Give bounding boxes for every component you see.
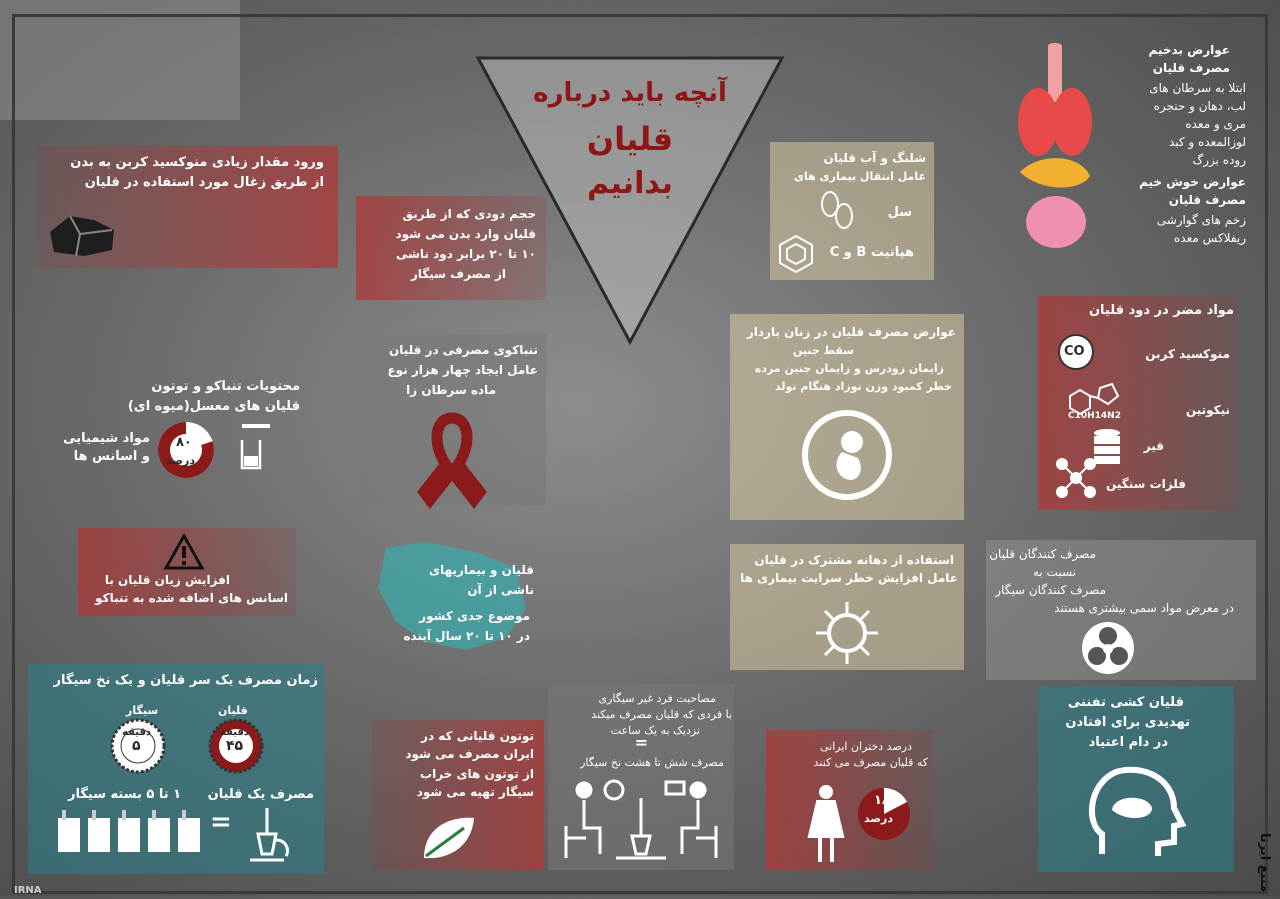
flavor-harm-line-1: افزایش زیان قلیان با (104, 573, 230, 587)
time-card-title: زمان مصرف یک سر قلیان و یک نخ سیگار (53, 673, 318, 688)
users-line-2: نسبت به (1032, 565, 1076, 579)
tobacco-source-line-4: سیگار تهیه می شود (416, 785, 534, 799)
eighty-pct-value: ۸۰ (176, 435, 192, 450)
smoke-volume-line-3: ۱۰ تا ۲۰ برابر دود ناشی (395, 247, 536, 261)
tobacco-contents-line-1: محتویات تنباکو و توتون (151, 379, 300, 394)
malignant-heading-2: مصرف قلیان (1152, 61, 1230, 75)
co-symbol: CO (1064, 344, 1085, 359)
title-line-1: آنچه باید درباره (533, 78, 727, 108)
cancer-ribbon-icon (422, 412, 482, 502)
passive-line-4: مصرف شش تا هشت نخ سیگار (580, 756, 724, 769)
tobacco-cancer-line-1: تنباکوی مصرفی در قلیان (388, 343, 538, 357)
title-line-2: قلیان (586, 120, 674, 158)
virus-icon (812, 598, 882, 668)
users-line-1: مصرف کنندگان قلیان (989, 547, 1096, 561)
eighty-pct-unit: درصد (166, 454, 195, 467)
pregnant-line-4: خطر کمبود وزن نوزاد هنگام تولد (775, 380, 952, 393)
tobacco-cancer-line-2: عامل ایجاد چهار هزار نوع (387, 363, 538, 377)
hepatitis-label: هپاتیت B و C (829, 245, 914, 260)
beaker-icon (236, 424, 276, 474)
source-credit: منبع ایرنا (1257, 832, 1272, 892)
smoke-volume-line-4: از مصرف سیگار (410, 267, 506, 281)
co-entry-line-1: ورود مقدار زیادی منوکسید کربن به بدن (70, 155, 324, 170)
flavor-harm-line-2: اسانس های اضافه شده به تنباکو (95, 591, 288, 605)
co-entry-line-2: از طریق زغال مورد استفاده در قلیان (84, 175, 324, 190)
hookah-icon (242, 804, 292, 864)
cigarette-packs-icon (58, 810, 208, 858)
tobacco-source-card (372, 720, 544, 870)
hookah-label: قلیان (218, 704, 248, 717)
harmful-card (1038, 296, 1238, 510)
malignant-line-4: لوزالمعده و کبد (1168, 135, 1246, 149)
digestive-organs-icon (1010, 42, 1100, 252)
smoke-volume-card (356, 196, 546, 300)
metals-label: فلزات سنگین (1106, 477, 1186, 491)
cig-minute-label: دقیقه (122, 727, 152, 738)
nicotine-label: نیکوتین (1185, 403, 1230, 417)
flavor-harm-card (78, 528, 296, 616)
pregnant-line-1: عوارض مصرف قلیان در زنان باردار (746, 325, 956, 339)
harmful-title: مواد مضر در دود قلیان (1088, 303, 1234, 318)
tobacco-source-line-3: از توتون های خراب (420, 767, 534, 781)
chem-item-2: و اسانس ها (73, 449, 150, 464)
hookah-minutes: ۴۵ (226, 738, 244, 754)
iran-card (362, 538, 544, 662)
leaf-icon (418, 814, 478, 864)
mouthpiece-line-2: عامل افزایش خطر سرایت بیماری ها (740, 571, 958, 585)
biohazard-icon (1080, 620, 1136, 676)
organs-card (990, 36, 1260, 256)
heavy-metals-icon (1054, 456, 1098, 500)
nicotine-formula: C10H14N2 (1068, 411, 1121, 421)
pregnant-line-2: سقط جنین (792, 344, 854, 357)
malignant-line-1: ابتلا به سرطان های (1149, 81, 1246, 95)
benign-heading-2: مصرف قلیان (1168, 193, 1246, 207)
passive-line-2: با فردی که قلیان مصرف میکند (591, 708, 732, 721)
co-entry-card (38, 146, 338, 268)
two-people-hookah-icon (556, 778, 726, 868)
malignant-line-2: لب، دهان و حنجره (1153, 99, 1246, 113)
iran-line-1: قلیان و بیماریهای (428, 563, 534, 577)
tobacco-contents-card (40, 368, 320, 498)
woman-icon (806, 784, 846, 864)
users-exposure-card (986, 540, 1256, 680)
smoke-volume-line-1: حجم دودی که از طریق (402, 207, 536, 221)
girls-card (766, 730, 934, 870)
benign-line-2: ریفلاکس معده (1174, 231, 1246, 245)
users-line-4: در معرض مواد سمی بیشتری هستند (1054, 601, 1234, 615)
passive-line-1: مصاحبت فرد غیر سیگاری (598, 692, 716, 705)
iran-line-2: ناشی از آن (467, 583, 534, 597)
fetus-icon (802, 410, 892, 500)
smoke-volume-line-2: قلیان وارد بدن می شود (395, 227, 536, 241)
cig-minutes: ۵ (132, 738, 141, 754)
iran-line-3: موضوع جدی کشور (419, 609, 530, 623)
addiction-line-3: در دام اعتیاد (1088, 735, 1168, 750)
girls-line-2: که قلیان مصرف می کنند (813, 756, 928, 769)
girls-pct-unit: درصد (864, 812, 893, 825)
addiction-card (1038, 686, 1234, 872)
benign-heading: عوارض خوش خیم (1139, 175, 1246, 189)
passive-line-3: نزدیک به یک ساعت (610, 724, 700, 737)
tar-label: قیر (1143, 439, 1164, 453)
malignant-line-5: روده بزرگ (1192, 153, 1246, 167)
co-label: منوکسید کربن (1145, 347, 1230, 361)
pregnant-card (730, 314, 964, 520)
head-brain-icon (1082, 764, 1182, 864)
malignant-heading: عوارض بدخیم (1148, 43, 1230, 57)
girls-pct-value: ۱۸ (874, 793, 890, 808)
hose-water-line-2: عامل انتقال بیماری های (793, 170, 926, 183)
tobacco-source-line-1: توتون قلیانی که در (421, 729, 534, 743)
users-line-3: مصرف کنندگان سیگار (995, 583, 1106, 597)
mouthpiece-card (730, 544, 964, 670)
tobacco-cancer-card (356, 334, 546, 506)
pregnant-line-3: زایمان زودرس و زایمان جنین مرده (754, 362, 944, 375)
iran-line-4: در ۱۰ تا ۲۰ سال آینده (403, 629, 530, 643)
hose-water-card (770, 142, 934, 280)
hookah-minute-label: دقیقه (220, 727, 250, 738)
time-equals: = (210, 807, 232, 837)
addiction-line-2: تهدیدی برای افتادن (1065, 715, 1190, 730)
chem-item-1: مواد شیمیایی (63, 431, 150, 446)
charcoal-icon (44, 208, 124, 258)
addiction-line-1: قلیان کشی تفننی (1067, 695, 1184, 710)
girls-line-1: درصد دختران ایرانی (819, 740, 912, 753)
eq-right-label: مصرف یک قلیان (207, 787, 314, 802)
time-card (28, 664, 324, 874)
tobacco-cancer-line-3: ماده سرطان زا (406, 383, 496, 397)
irna-watermark: IRNA (14, 885, 42, 896)
virus-hepatitis-icon (776, 234, 816, 274)
tobacco-contents-line-2: قلیان های معسل(میوه ای) (127, 399, 300, 414)
bacteria-icon (816, 190, 856, 230)
passive-equals: = (634, 733, 648, 752)
malignant-line-3: مری و معده (1185, 117, 1246, 131)
passive-card (548, 684, 734, 870)
tb-label: سل (887, 205, 912, 220)
benign-line-1: زخم های گوارشی (1156, 213, 1246, 227)
title-line-3: بدانیم (587, 166, 673, 201)
eq-left-label: ۱ تا ۵ بسته سیگار (68, 787, 182, 802)
mouthpiece-line-1: استفاده از دهانه مشترک در قلیان (754, 553, 954, 567)
tobacco-source-line-2: ایران مصرف می شود (405, 747, 534, 761)
warning-icon (164, 534, 204, 570)
cig-label: سیگار (126, 704, 159, 717)
hose-water-line-1: شلنگ و آب قلیان (823, 151, 926, 165)
